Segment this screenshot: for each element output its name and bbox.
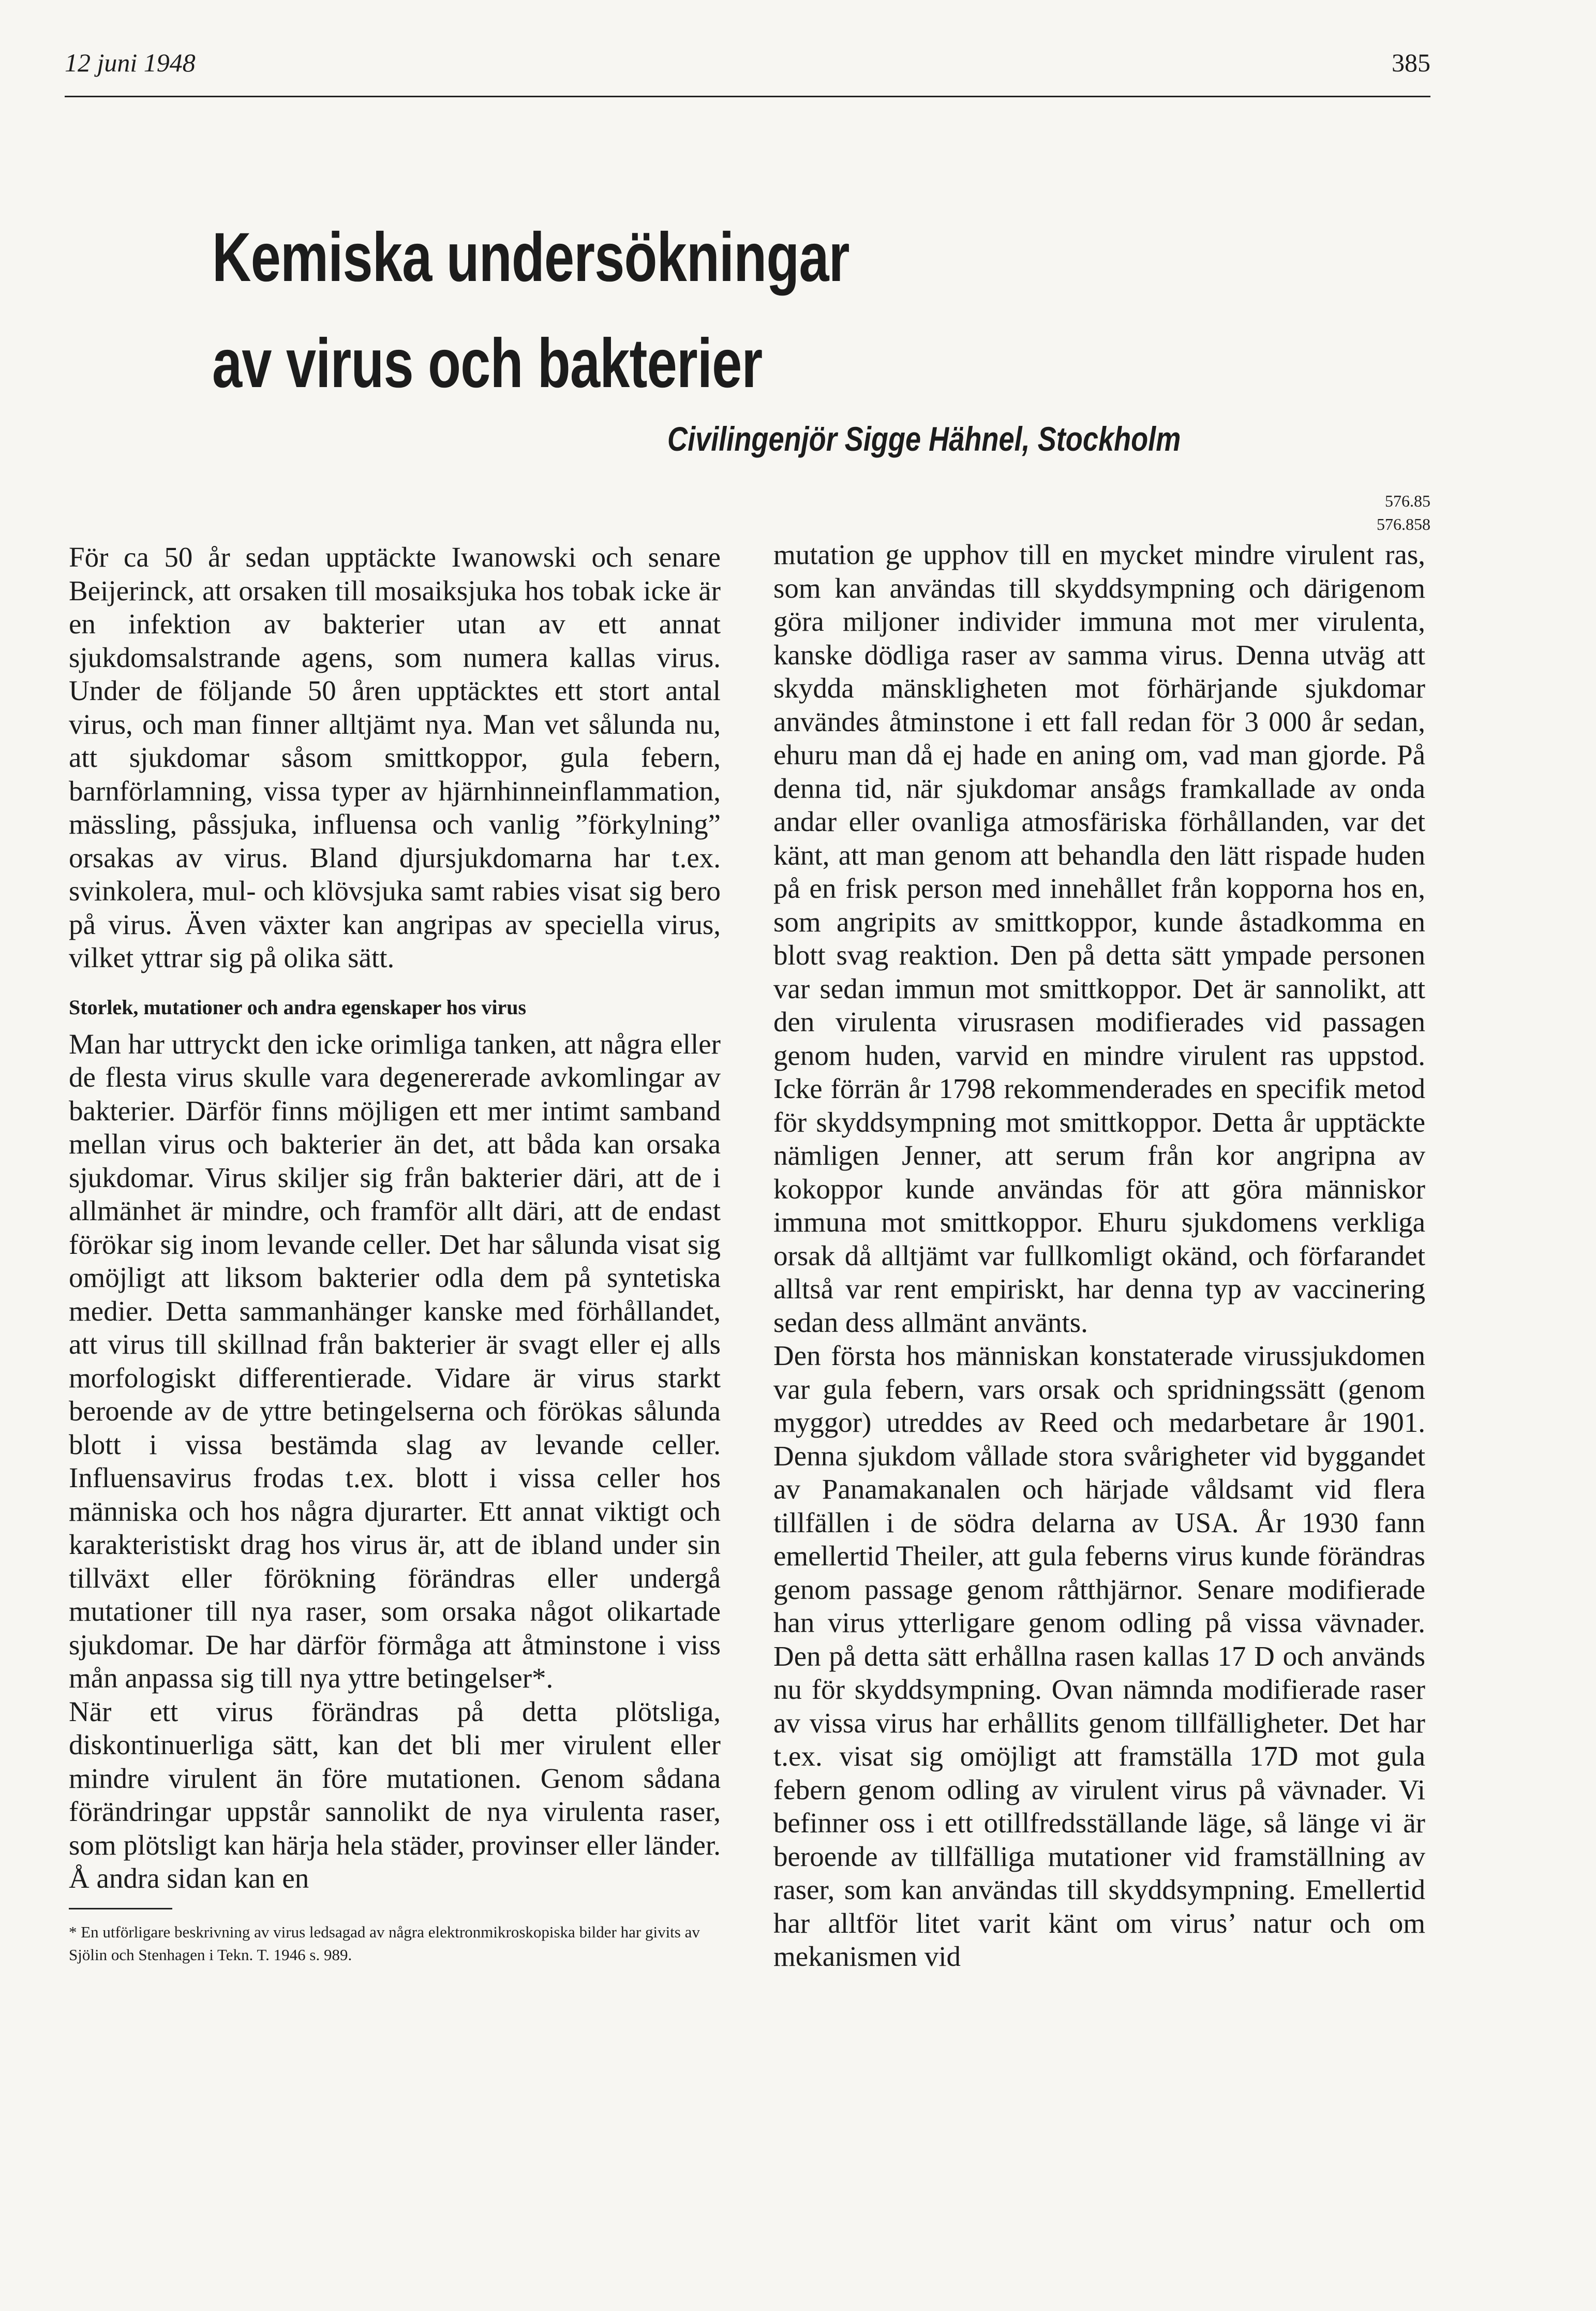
right-paragraph-1: mutation ge upphov till en mycket mindre virulent ras, som kan användas till skyddsympning och därigenom göra miljoner individer immuna mot mer virulenta, kanske dödliga raser av samma virus. Denna utväg att skydda mänskligheten mot förhärjande sjukdomar användes åtminstone i ett fall redan för 3 000 år sedan, ehuru man då ej hade en aning om, vad man gjorde. På denna tid, när sjukdomar ansågs framkallade av onda andar eller ovanliga atmosfäriska förhållanden, var det känt, att man genom att behandla den lätt rispade huden på en frisk person med innehållet från kopporna hos en, som angripits av smittkoppor, kunde åstadkomma en blott svag reaktion. Den på detta sätt ympade personen var sedan immun mot smittkoppor. Det är sannolikt, att den virulenta virusrasen modifierades vid passagen genom huden, varvid en mindre virulent ras uppstod. Icke förrän år 1798 rekommenderades en specifik metod för skyddsympning mot smittkoppor. Detta år upptäckte nämligen Jenner, att serum från kor angripna av kokoppor kunde användas för att göra människor immuna mot smittkoppor. Ehuru sjukdomens verkliga orsak då alltjämt var fullkomligt okänd, och förfarandet alltså var rent empiriskt, har denna typ av vaccinering sedan dess allmänt använts. <box>773 539 1425 1338</box>
left-paragraph-1: För ca 50 år sedan upptäckte Iwanowski och senare Beijerinck, att orsaken till mosaiksjuka hos tobak icke är en infektion av bakterier utan av ett annat sjukdomsalstrande agens, som numera kallas virus. Under de följande 50 åren upptäcktes ett stort antal virus, och man finner alltjämt nya. Man vet sålunda nu, att sjukdomar såsom smittkoppor, gula febern, barnförlamning, vissa typer av hjärnhinneinflammation, mässling, påssjuka, influensa och vanlig ”förkylning” orsakas av virus. Bland djursjukdomarna har t.ex. svinkolera, mul- och klövsjuka samt rabies visat sig bero på virus. Även växter kan angripas av speciella virus, vilket yttrar sig på olika sätt. <box>69 541 721 973</box>
left-column <box>69 541 721 1966</box>
section-heading: Storlek, mutationer och andra egenskaper hos virus <box>69 995 527 1019</box>
header-rule <box>65 96 1430 97</box>
right-paragraph-2: Den första hos människan konstaterade virussjukdomen var gula febern, vars orsak och spridningssätt (genom myggor) utreddes av Reed och medarbetare år 1901. Denna sjukdom vållade stora svårigheter vid byggandet av Panamakanalen och härjade våldsamt vid flera tillfällen i de södra delarna av USA. År 1930 fann emellertid Theiler, att gula feberns virus kunde förändras genom passage genom råtthjärnor. Senare modifierade han virus ytterligare genom odling på vissa vävnader. Den på detta sätt erhållna rasen kallas 17 D och används nu för skyddsympning. Ovan nämnda modifierade raser av vissa virus har erhållits genom tillfälligheter. Det har t.ex. visat sig omöjligt att framställa 17D mot gula febern genom odling av virulent virus på vävnader. Vi befinner oss i ett otillfredsställande läge, så länge vi är beroende av tillfälliga mutationer vid framställning av raser, som kan användas till skyddsympning. Emellertid har alltför litet varit känt om virus’ natur och om mekanismen vid <box>773 1340 1425 1972</box>
header-date: 12 juni 1948 <box>65 48 196 77</box>
left-paragraph-2: Man har uttryckt den icke orimliga tanken, att några eller de flesta virus skulle vara degenererade avkomlingar av bakterier. Därför finns möjligen ett mer intimt samband mellan virus och bakterier än det, att båda kan orsaka sjukdomar. Virus skiljer sig från bakterier däri, att de i allmänhet är mindre, och framför allt däri, att de endast förökar sig inom levande celler. Det har sålunda visat sig omöjligt att liksom bakterier odla dem på syntetiska medier. Detta sammanhänger kanske med förhållandet, att virus till skillnad från bakterier är svagt eller ej alls morfologiskt differentierade. Vidare är virus starkt beroende av de yttre betingelserna och förökas sålunda blott i vissa bestämda slag av levande celler. Influensavirus frodas t.ex. blott i vissa celler hos människa och hos några djurarter. Ett annat viktigt och karakteristiskt drag hos virus är, att de ibland under sin tillväxt eller förökning förändras eller undergå mutationer till nya raser, som orsaka något olikartade sjukdomar. De har därför förmåga att åtminstone i viss mån anpassa sig till nya yttre betingelser*. <box>69 1028 721 1694</box>
title-line-2: av virus och bakterier <box>212 325 763 402</box>
udc-code-1: 576.85 <box>1385 492 1430 510</box>
page-header <box>65 48 1430 94</box>
left-paragraph-3: När ett virus förändras på detta plötsliga, diskontinuerliga sätt, kan det bli mer virulent eller mindre virulent än före mutationen. Genom sådana förändringar uppstår sannolikt de nya virulenta raser, som plötsligt kan härja hela städer, provinser eller länder. Å andra sidan kan en <box>69 1695 721 1894</box>
footnote: * En utförligare beskrivning av virus ledsagad av några elektronmikroskopiska bilder har givits av Sjölin och Stenhagen i Tekn. T. 1946 s. 989. <box>69 1922 700 1964</box>
right-column <box>773 538 1425 1974</box>
author-byline: Civilingenjör Sigge Hähnel, Stockholm <box>667 420 1181 458</box>
page-number: 385 <box>1392 48 1430 77</box>
footnote-rule <box>69 1908 172 1909</box>
title-line-1: Kemiska undersökningar <box>212 219 849 296</box>
udc-code-2: 576.858 <box>1377 515 1430 534</box>
article-title <box>212 204 1060 417</box>
